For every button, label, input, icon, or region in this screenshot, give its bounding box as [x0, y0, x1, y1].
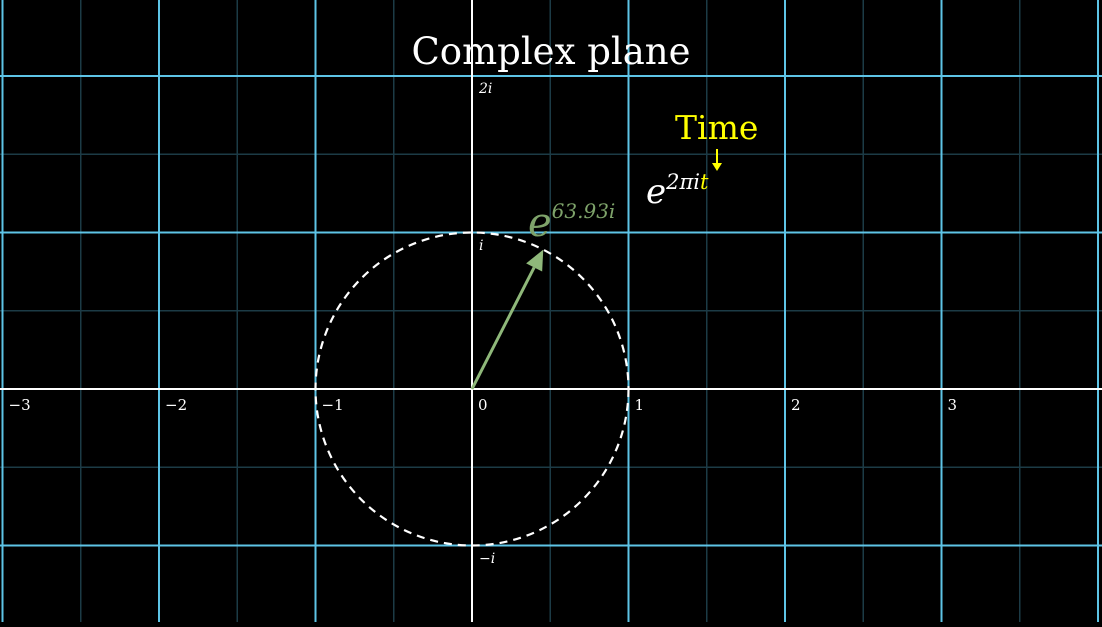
time-label: Time — [675, 108, 759, 147]
tick-i: i — [479, 237, 484, 254]
formula-time-variable: t — [700, 170, 709, 194]
tick-neg3: −3 — [8, 396, 31, 414]
tick-2i: 2i — [479, 81, 493, 97]
formula-exponent: 2πit — [666, 170, 709, 194]
tick-3: 3 — [947, 396, 958, 414]
euler-formula — [646, 172, 708, 212]
tick-0: 0 — [478, 396, 488, 414]
tick-1: 1 — [634, 396, 645, 414]
tick-2: 2 — [791, 396, 801, 414]
exponential-value — [528, 200, 615, 246]
formula-base: e — [646, 172, 667, 212]
tick-neg2: −2 — [165, 396, 188, 414]
time-arrow — [712, 149, 722, 171]
exp-exponent: 63.93i — [551, 199, 616, 223]
exp-base: e — [528, 200, 552, 246]
tick-neg1: −1 — [321, 396, 344, 414]
tick-neg-i: −i — [479, 550, 496, 567]
page-title: Complex plane — [411, 30, 691, 73]
rotating-vector — [472, 267, 534, 389]
